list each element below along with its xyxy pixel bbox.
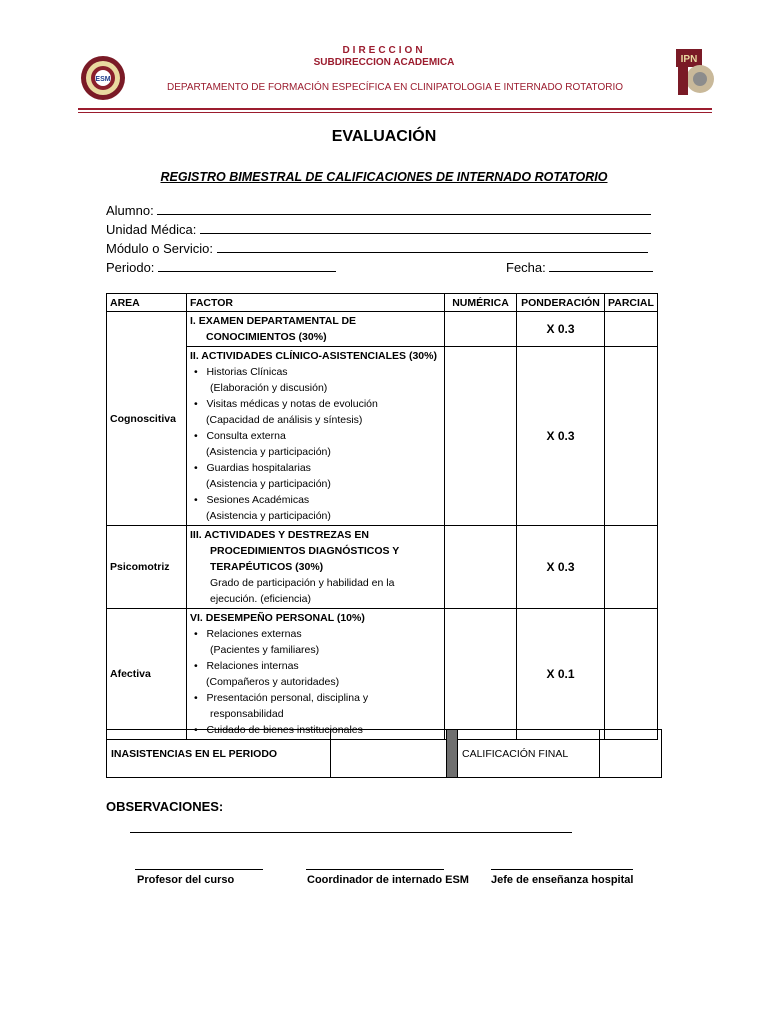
alumno-line[interactable] xyxy=(157,203,651,215)
list-item: • Relaciones externas xyxy=(194,628,302,640)
ponderacion-clinico: X 0.3 xyxy=(517,347,605,526)
list-item-sub: (Capacidad de análisis y síntesis) xyxy=(206,414,363,426)
list-item-sub: (Asistencia y participación) xyxy=(206,478,331,490)
signature-line xyxy=(135,869,263,870)
observaciones-label: OBSERVACIONES: xyxy=(106,799,224,814)
list-item: • Historias Clínicas xyxy=(194,366,288,378)
numerica-cell[interactable] xyxy=(445,526,517,609)
ponderacion-examen: X 0.3 xyxy=(517,312,605,347)
area-cognoscitiva: Cognoscitiva xyxy=(107,312,187,526)
table-row xyxy=(107,347,658,526)
examen-title-1: I. EXAMEN DEPARTAMENTAL DE xyxy=(190,315,357,327)
examen-title-2: CONOCIMIENTOS (30%) xyxy=(206,331,327,343)
parcial-cell[interactable] xyxy=(605,347,658,526)
header-rule xyxy=(78,108,712,110)
summary-table xyxy=(106,729,662,778)
ponderacion-destrezas: X 0.3 xyxy=(517,526,605,609)
numerica-cell[interactable] xyxy=(445,312,517,347)
destrezas-desc-1: Grado de participación y habilidad en la xyxy=(210,577,395,589)
list-item-sub: responsabilidad xyxy=(210,708,284,720)
periodo-field[interactable] xyxy=(106,260,336,275)
destrezas-title-1: III. ACTIVIDADES Y DESTREZAS EN xyxy=(190,529,369,541)
destrezas-title-3: TERAPÉUTICOS (30%) xyxy=(210,561,324,573)
header-subdireccion: SUBDIRECCION ACADEMICA xyxy=(313,57,455,68)
list-item: • Consulta externa xyxy=(194,430,286,442)
fecha-label: Fecha: xyxy=(506,260,546,275)
calificacion-value[interactable] xyxy=(600,730,662,778)
list-item-sub: (Asistencia y participación) xyxy=(206,510,331,522)
page-subtitle: REGISTRO BIMESTRAL DE CALIFICACIONES DE INTERNADO ROTATORIO xyxy=(160,170,608,184)
unidad-label: Unidad Médica: xyxy=(106,222,197,237)
col-numerica: NUMÉRICA xyxy=(445,294,517,312)
evaluation-table xyxy=(106,293,658,740)
list-item: • Relaciones internas xyxy=(194,660,299,672)
inasistencias-label: INASISTENCIAS EN EL PERIODO xyxy=(107,730,331,778)
signature-line xyxy=(306,869,444,870)
clinico-title: II. ACTIVIDADES CLÍNICO-ASISTENCIALES (30%) xyxy=(190,350,437,362)
parcial-cell[interactable] xyxy=(605,312,658,347)
list-item-sub: (Pacientes y familiares) xyxy=(210,644,320,656)
ipn-logo-text: IPN xyxy=(680,54,698,65)
modulo-label: Módulo o Servicio: xyxy=(106,241,213,256)
modulo-field[interactable] xyxy=(106,241,648,256)
col-area: AREA xyxy=(107,294,187,312)
area-afectiva: Afectiva xyxy=(107,609,187,740)
alumno-label: Alumno: xyxy=(106,203,154,218)
factor-examen xyxy=(187,312,445,347)
destrezas-title-2: PROCEDIMIENTOS DIAGNÓSTICOS Y xyxy=(210,545,400,557)
periodo-line[interactable] xyxy=(158,260,336,272)
unidad-line[interactable] xyxy=(200,222,651,234)
parcial-cell[interactable] xyxy=(605,526,658,609)
header-direccion: DIRECCION xyxy=(342,45,426,56)
inasistencias-value[interactable] xyxy=(331,730,447,778)
factor-desempeno xyxy=(187,609,445,740)
signature-profesor: Profesor del curso xyxy=(137,874,235,886)
table-row xyxy=(107,312,658,347)
observaciones-line[interactable] xyxy=(130,832,572,833)
calificacion-label: CALIFICACIÓN FINAL xyxy=(458,730,600,778)
alumno-field[interactable] xyxy=(106,203,651,218)
fecha-field[interactable] xyxy=(506,260,653,275)
signature-jefe: Jefe de enseñanza hospital xyxy=(491,874,634,886)
list-item-sub: (Compañeros y autoridades) xyxy=(206,676,340,688)
periodo-label: Periodo: xyxy=(106,260,155,275)
ponderacion-desempeno: X 0.1 xyxy=(517,609,605,740)
signature-line xyxy=(491,869,633,870)
numerica-cell[interactable] xyxy=(445,609,517,740)
list-item-sub: (Asistencia y participación) xyxy=(206,446,331,458)
parcial-cell[interactable] xyxy=(605,609,658,740)
shaded-cell xyxy=(447,730,458,778)
list-item: • Visitas médicas y notas de evolución xyxy=(194,398,378,410)
numerica-cell[interactable] xyxy=(445,347,517,526)
col-factor: FACTOR xyxy=(187,294,445,312)
destrezas-desc-2: ejecución. (eficiencia) xyxy=(210,593,311,605)
list-item: • Cuidado de bienes institucionales xyxy=(194,724,363,736)
col-ponderacion: PONDERACIÓN xyxy=(517,294,605,312)
header-departamento: DEPARTAMENTO DE FORMACIÓN ESPECÍFICA EN CLINIPATOLOGIA E INTERNADO ROTATORIO xyxy=(167,82,623,93)
desempeno-title: VI. DESEMPEÑO PERSONAL (10%) xyxy=(190,612,365,624)
table-header-row xyxy=(107,294,658,312)
modulo-line[interactable] xyxy=(217,241,648,253)
esm-logo-text: ESM xyxy=(95,76,111,83)
fecha-line[interactable] xyxy=(549,260,653,272)
table-row xyxy=(107,526,658,609)
unidad-field[interactable] xyxy=(106,222,651,237)
col-parcial: PARCIAL xyxy=(605,294,658,312)
list-item: • Sesiones Académicas xyxy=(194,494,310,506)
page-title: EVALUACIÓN xyxy=(331,128,437,145)
list-item: • Guardias hospitalarias xyxy=(194,462,311,474)
signature-coordinador: Coordinador de internado ESM xyxy=(307,874,469,886)
factor-destrezas xyxy=(187,526,445,609)
header-rule-thin xyxy=(78,112,712,113)
list-item-sub: (Elaboración y discusión) xyxy=(210,382,328,394)
factor-clinico xyxy=(187,347,445,526)
table-row xyxy=(107,609,658,740)
area-psicomotriz: Psicomotriz xyxy=(107,526,187,609)
list-item: • Presentación personal, disciplina y xyxy=(194,692,369,704)
